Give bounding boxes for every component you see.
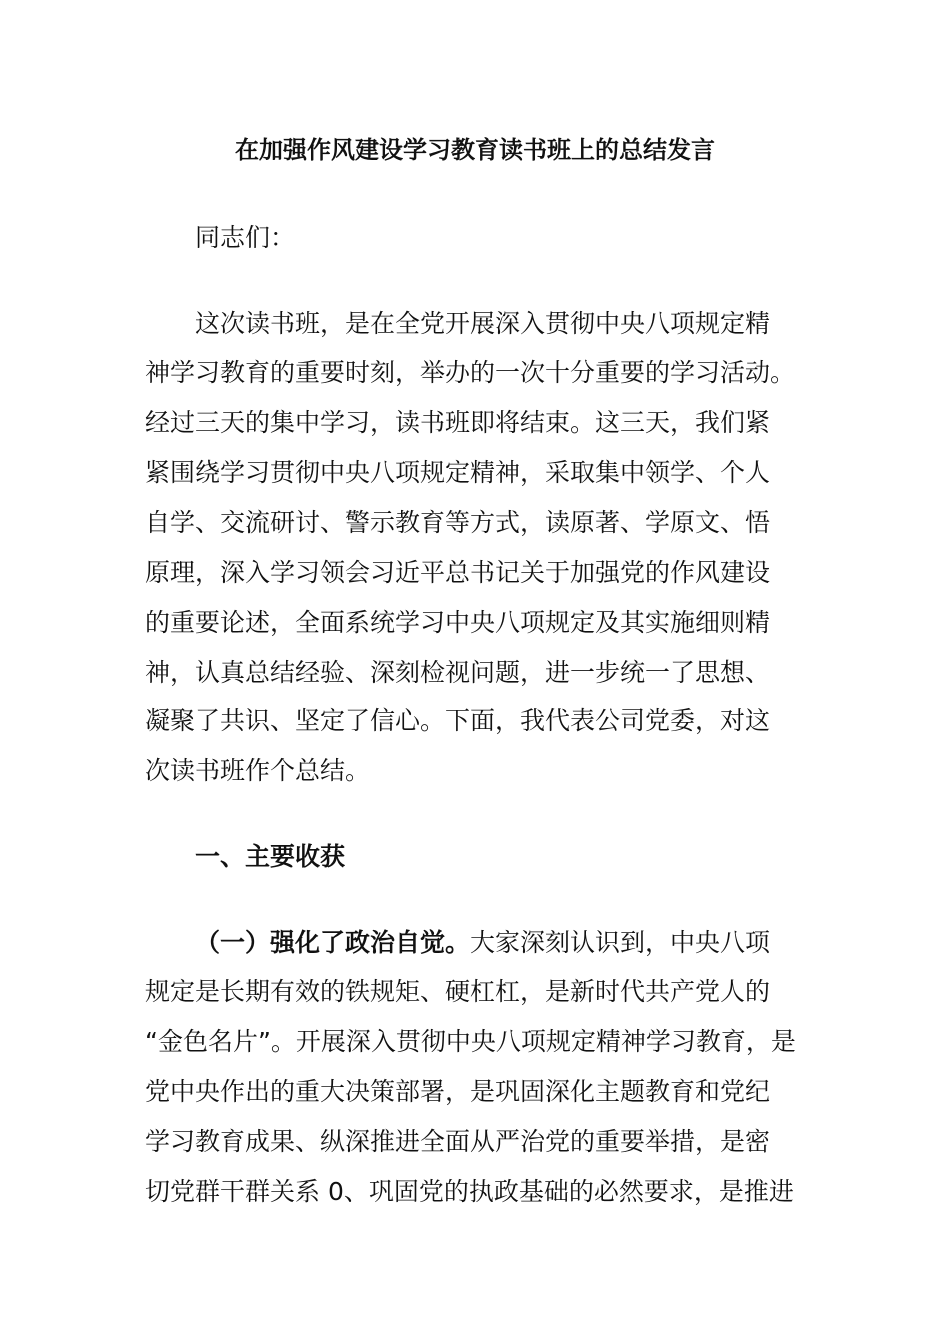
paragraph-line: 紧围绕学习贯彻中央八项规定精神，采取集中领学、个人 bbox=[145, 458, 771, 487]
paragraph-line: 经过三天的集中学习，读书班即将结束。这三天，我们紧 bbox=[145, 408, 771, 437]
paragraph-line: 规定是长期有效的铁规矩、硬杠杠，是新时代共产党人的 bbox=[145, 977, 771, 1006]
paragraph-line: 学习教育成果、纵深推进全面从严治党的重要举措，是密 bbox=[145, 1127, 771, 1156]
paragraph-line: 自学、交流研讨、警示教育等方式，读原著、学原文、悟 bbox=[145, 508, 771, 537]
paragraph-line: 切党群干群关系 0、巩固党的执政基础的必然要求，是推进 bbox=[145, 1177, 794, 1206]
paragraph-line: “金色名片”。开展深入贯彻中央八项规定精神学习教育，是 bbox=[145, 1027, 796, 1056]
paragraph-line: 原理，深入学习领会习近平总书记关于加强党的作风建设 bbox=[145, 558, 771, 587]
paragraph-line: 神，认真总结经验、深刻检视问题，进一步统一了思想、 bbox=[145, 658, 771, 687]
paragraph-line: 次读书班作个总结。 bbox=[145, 756, 371, 785]
salutation: 同志们： bbox=[195, 223, 296, 252]
paragraph-line: 这次读书班，是在全党开展深入贯彻中央八项规定精 bbox=[195, 309, 771, 338]
subsection-text: 大家深刻认识到，中央八项 bbox=[470, 928, 771, 957]
paragraph-line: 神学习教育的重要时刻，举办的一次十分重要的学习活动。 bbox=[145, 358, 796, 387]
subsection-heading: （一）强化了政治自觉。 bbox=[195, 928, 471, 957]
paragraph-line: 党中央作出的重大决策部署，是巩固深化主题教育和党纪 bbox=[145, 1077, 771, 1106]
document-title: 在加强作风建设学习教育读书班上的总结发言 bbox=[235, 136, 715, 164]
section-heading-main-gains: 一、主要收获 bbox=[195, 842, 346, 871]
paragraph-line bbox=[195, 923, 770, 963]
paragraph-line: 凝聚了共识、坚定了信心。下面，我代表公司党委，对这 bbox=[145, 706, 771, 735]
paragraph-line: 的重要论述，全面系统学习中央八项规定及其实施细则精 bbox=[145, 608, 771, 637]
